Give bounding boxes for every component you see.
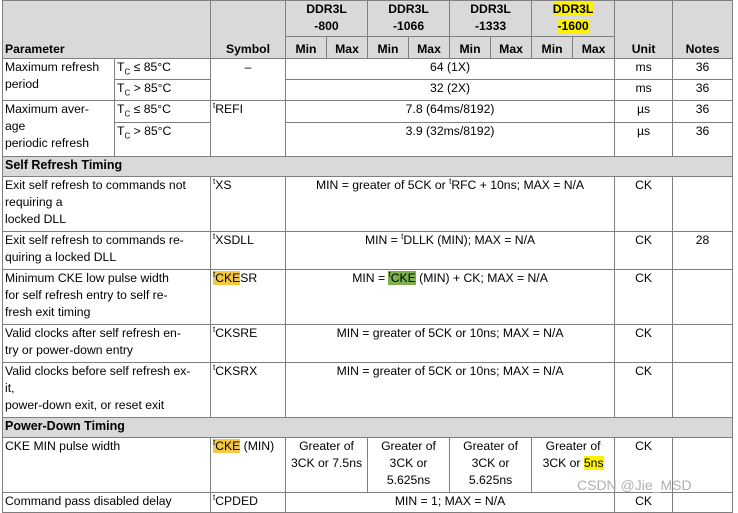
header-min: Min — [368, 37, 409, 59]
grade-line2: -800 — [314, 19, 339, 33]
notes-cell — [673, 270, 733, 325]
symbol-tcksrx: $^t$CKSRX — [211, 363, 286, 418]
value-cell: MIN = greater of 5CK or $^t$RFC + 10ns; MAX = N/A — [286, 177, 615, 232]
cond-le-85: $T_C \le 85^\circ C$ — [115, 59, 211, 80]
grade-line1: DDR3L — [388, 2, 429, 16]
header-unit: Unit — [615, 1, 673, 59]
unit-cell: CK — [615, 493, 673, 513]
symbol-tcksre: $^t$CKSRE — [211, 325, 286, 363]
unit-cell: CK — [615, 270, 673, 325]
unit-cell: ms — [615, 59, 673, 80]
notes-cell — [673, 363, 733, 418]
notes-cell: 36 — [673, 80, 733, 101]
cond-gt-85: $T_C > 85^\circ C$ — [115, 123, 211, 157]
symbol-txsdll: $^t$XSDLL — [211, 232, 286, 270]
param-command-pass-disabled-delay: Command pass disabled delay — [3, 493, 211, 513]
unit-cell: CK — [615, 232, 673, 270]
header-min: Min — [450, 37, 491, 59]
grade-line2: -1066 — [392, 19, 425, 33]
unit-cell: ms — [615, 80, 673, 101]
value-cell: MIN = greater of 5CK or 10ns; MAX = N/A — [286, 363, 615, 418]
header-ddr3l-1066 — [368, 1, 450, 37]
value-ddr3l-1600: Greater of 3CK or 5ns — [532, 438, 615, 493]
unit-cell: CK — [615, 177, 673, 232]
param-max-avg-periodic-refresh: Maximum aver- age periodic refresh — [3, 101, 115, 157]
param-exit-self-refresh-locked: Exit self refresh to commands re- quiring a locked DLL — [3, 232, 211, 270]
unit-cell: CK — [615, 325, 673, 363]
param-valid-clocks-after-self-refresh: Valid clocks after self refresh en- try or power-down entry — [3, 325, 211, 363]
header-ddr3l-800 — [286, 1, 368, 37]
unit-cell: CK — [615, 363, 673, 418]
grade-line2: -1333 — [474, 19, 507, 33]
value-cell: MIN = $^t$DLLK (MIN); MAX = N/A — [286, 232, 615, 270]
symbol-txs: $^t$XS — [211, 177, 286, 232]
symbol-none: – — [211, 59, 286, 101]
grade-line1: DDR3L — [552, 2, 594, 16]
unit-cell: µs — [615, 101, 673, 123]
header-ddr3l-1600 — [532, 1, 615, 37]
header-parameter: Parameter — [3, 1, 211, 59]
notes-cell: 36 — [673, 123, 733, 157]
value-ddr3l-1066: Greater of 3CK or 5.625ns — [368, 438, 450, 493]
param-min-cke-low-pulse-width: Minimum CKE low pulse width for self refresh entry to self re- fresh exit timing — [3, 270, 211, 325]
symbol-tcpded: $^t$CPDED — [211, 493, 286, 513]
header-notes: Notes — [673, 1, 733, 59]
param-cke-min-pulse-width: CKE MIN pulse width — [3, 438, 211, 493]
section-power-down-timing: Power-Down Timing — [3, 418, 733, 438]
value-cell: 3.9 (32ms/8192) — [286, 123, 615, 157]
notes-cell: 28 — [673, 232, 733, 270]
symbol-trefi: $^t$REFI — [211, 101, 286, 157]
value-cell: MIN = greater of 5CK or 10ns; MAX = N/A — [286, 325, 615, 363]
value-cell: 64 (1X) — [286, 59, 615, 80]
value-cell: 32 (2X) — [286, 80, 615, 101]
section-self-refresh-timing: Self Refresh Timing — [3, 157, 733, 177]
cond-gt-85: $T_C > 85^\circ C$ — [115, 80, 211, 101]
param-exit-self-refresh-not-locked: Exit self refresh to commands not requiring a locked DLL — [3, 177, 211, 232]
header-ddr3l-1333 — [450, 1, 532, 37]
unit-cell: µs — [615, 123, 673, 157]
notes-cell — [673, 177, 733, 232]
header-min: Min — [286, 37, 327, 59]
grade-line2: -1600 — [557, 19, 589, 33]
param-valid-clocks-before-self-refresh-exit: Valid clocks before self refresh ex- it, power-down exit, or reset exit — [3, 363, 211, 418]
watermark: CSDN @Jie_MSD — [577, 477, 692, 493]
cond-le-85: $T_C \le 85^\circ C$ — [115, 101, 211, 123]
header-max: Max — [409, 37, 450, 59]
symbol-tckesr: $^t$CKESR — [211, 270, 286, 325]
param-max-refresh: Maximum refresh period — [3, 59, 115, 101]
unit-cell: CK — [615, 438, 673, 493]
value-cell: MIN = $^t$CKE (MIN) + CK; MAX = N/A — [286, 270, 615, 325]
ddr3l-timing-table — [2, 0, 733, 513]
header-max: Max — [573, 37, 615, 59]
value-cell: MIN = 1; MAX = N/A — [286, 493, 615, 513]
header-max: Max — [491, 37, 532, 59]
header-max: Max — [327, 37, 368, 59]
value-ddr3l-1333: Greater of 3CK or 5.625ns — [450, 438, 532, 493]
notes-cell: 36 — [673, 101, 733, 123]
value-ddr3l-800: Greater of 3CK or 7.5ns — [286, 438, 368, 493]
notes-cell — [673, 493, 733, 513]
symbol-tcke-min: $^t$CKE (MIN) — [211, 438, 286, 493]
value-cell: 7.8 (64ms/8192) — [286, 101, 615, 123]
notes-cell: 36 — [673, 59, 733, 80]
grade-line1: DDR3L — [306, 2, 347, 16]
header-min: Min — [532, 37, 573, 59]
header-symbol: Symbol — [211, 1, 286, 59]
grade-line1: DDR3L — [470, 2, 511, 16]
notes-cell — [673, 325, 733, 363]
